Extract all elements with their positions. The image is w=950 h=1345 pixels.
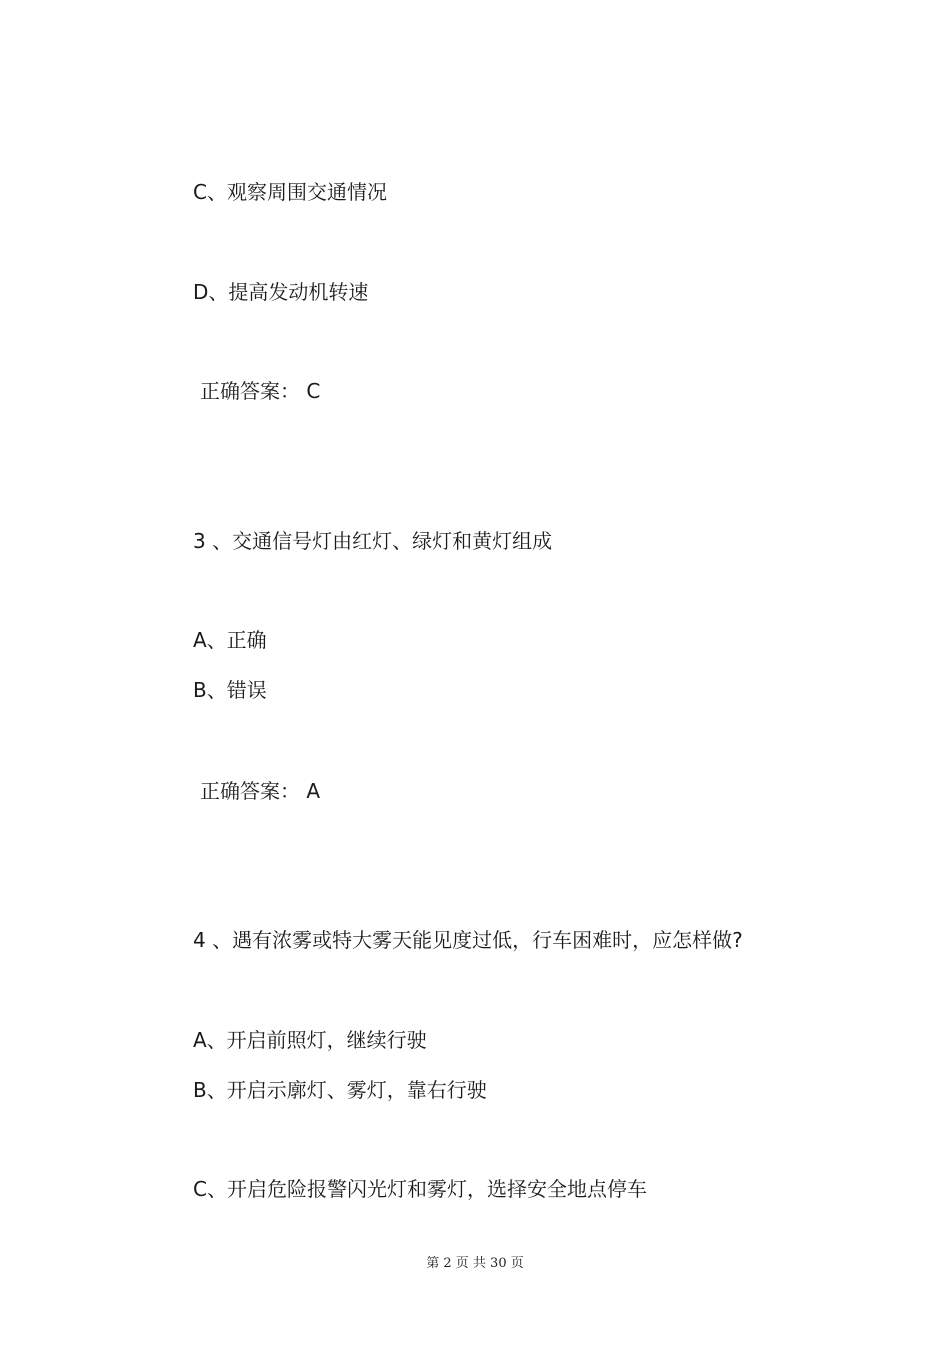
question-3: 3 、交通信号灯由红灯、绿灯和黄灯组成	[193, 529, 553, 553]
option-a-q3: A、正确	[193, 628, 267, 652]
question-4: 4 、遇有浓雾或特大雾天能见度过低，行车困难时，应怎样做?	[193, 928, 743, 952]
answer-q3: 正确答案： A	[200, 779, 321, 803]
answer-q2: 正确答案： C	[200, 379, 321, 403]
option-a-q4: A、开启前照灯，继续行驶	[193, 1028, 427, 1052]
option-b-q3: B、错误	[193, 678, 267, 702]
option-c-q2: C、观察周围交通情况	[193, 180, 387, 204]
option-d-q2: D、提高发动机转速	[193, 280, 369, 304]
page-footer: 第 2 页 共 30 页	[426, 1256, 524, 1271]
option-b-q4: B、开启示廓灯、雾灯，靠右行驶	[193, 1078, 487, 1102]
option-c-q4: C、开启危险报警闪光灯和雾灯，选择安全地点停车	[193, 1177, 647, 1201]
